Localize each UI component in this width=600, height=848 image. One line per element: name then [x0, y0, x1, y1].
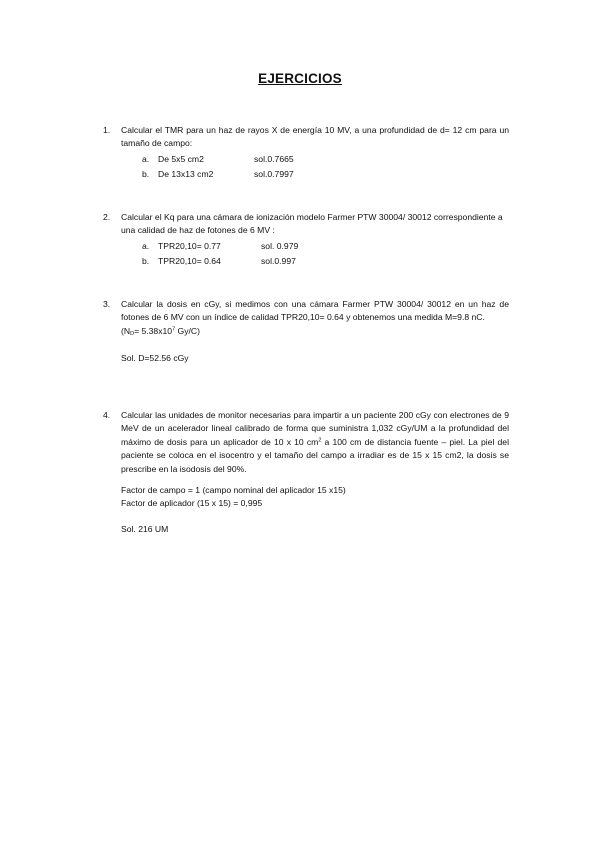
- sub-item-solution: sol.0.7997: [254, 168, 294, 179]
- exercise-statement: Calcular la dosis en cGy, si medimos con una cámara Farmer PTW 30004/ 30012 en un haz de fotones de 6 MV con un índice de calidad TPR20,10= 0.64 y obtenemos una medida M=9.8 nC.: [121, 299, 509, 323]
- sub-item-solution: sol. 0.979: [261, 240, 299, 251]
- exercise-statement: Calcular el TMR para un haz de rayos X de energía 10 MV, a una profundidad de d= 12 cm para un tamaño de campo:: [121, 125, 509, 149]
- sub-item-b: [142, 255, 509, 270]
- sub-item-letter: a.: [142, 153, 150, 164]
- calibration-factor: ($N_D= 5.38x10^7$ Gy/C): [121, 325, 200, 337]
- sub-item-text: TPR20,10= 0.77: [158, 240, 221, 251]
- exercise-statement: Calcular las unidades de monitor necesarias para impartir a un paciente 200 cGy con electrones de 9 MeV de un acelerador lineal calibrado de forma que suministra 1,032 cGy/UM a la profundidad del máximo de dosis para un aplicador de 10 x 10 $cm^2$ a 100 cm de distancia fuente – piel. La piel del paciente se coloca en el isocentro y el tamaño del campo a irradiar es de 15 x 15 cm2, la dosis se prescribe en la isodosis del 90%.: [121, 410, 509, 474]
- sub-item-text: TPR20,10= 0.64: [158, 255, 221, 266]
- sub-item-a: [142, 240, 509, 255]
- exercise-number: 1.: [103, 125, 111, 135]
- exercise-number: 4.: [103, 410, 111, 420]
- sub-item-b: [142, 168, 509, 183]
- sub-item-solution: sol.0.997: [261, 255, 296, 266]
- sub-item-solution: sol.0.7665: [254, 153, 294, 164]
- sub-item-letter: b.: [142, 168, 150, 179]
- sub-item-text: De 13x13 cm2: [158, 168, 214, 179]
- field-factor: Factor de campo = 1 (campo nominal del aplicador 15 x15): [121, 485, 346, 496]
- exercise-1: [103, 124, 509, 183]
- sub-item-a: [142, 153, 509, 168]
- applicator-factor: Factor de aplicador (15 x 15) = 0,995: [121, 498, 263, 509]
- page-title: EJERCICIOS: [258, 71, 342, 86]
- exercise-3: [103, 298, 509, 366]
- exercise-4: [103, 409, 509, 536]
- sub-item-letter: a.: [142, 240, 150, 251]
- exercise-solution: Sol. 216 UM: [121, 523, 169, 534]
- exercise-number: 3.: [103, 299, 111, 309]
- exercise-2: [103, 211, 509, 270]
- exercise-solution: Sol. D=52.56 cGy: [121, 353, 189, 364]
- exercise-number: 2.: [103, 212, 111, 222]
- exercise-statement: Calcular el Kq para una cámara de ionización modelo Farmer PTW 30004/ 30012 correspondiente a una calidad de haz de fotones de 6 MV :: [121, 212, 503, 236]
- sub-item-letter: b.: [142, 255, 150, 266]
- sub-item-text: De 5x5 cm2: [158, 153, 204, 164]
